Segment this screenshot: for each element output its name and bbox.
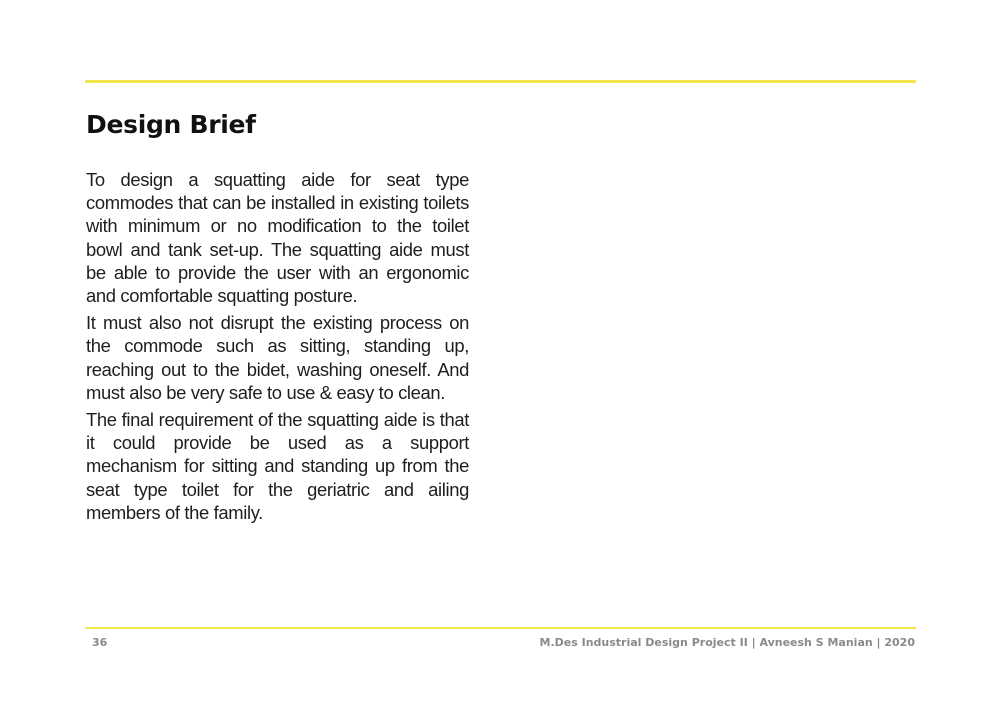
footer-credit: M.Des Industrial Design Project II | Avneesh S Manian | 2020 <box>539 636 915 649</box>
paragraph: To design a squatting aide for seat type commodes that can be installed in existing toilets with minimum or no modification to the toilet bowl and tank set-up. The squatting aide must be able to provide the user with an ergonomic and comfortable squatting posture. <box>86 169 469 307</box>
paragraph: It must also not disrupt the existing process on the commode such as sitting, standing up, reaching out to the bidet, washing oneself. And must also be very safe to use & easy to clean. <box>86 312 469 403</box>
page-title: Design Brief <box>86 110 256 139</box>
page-number: 36 <box>92 636 108 649</box>
bottom-accent-rule <box>85 627 916 629</box>
top-accent-rule <box>85 80 916 83</box>
body-text <box>86 168 469 528</box>
paragraph: The final requirement of the squatting aide is that it could provide be used as a support mechanism for sitting and standing up from the seat type toilet for the geriatric and ailing members of the family. <box>86 409 469 523</box>
